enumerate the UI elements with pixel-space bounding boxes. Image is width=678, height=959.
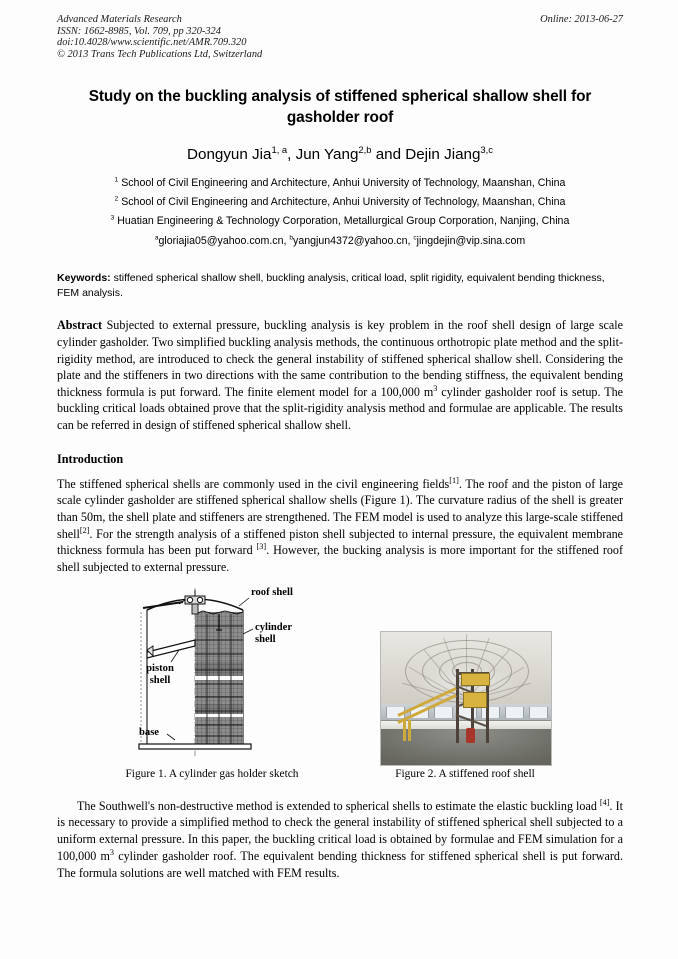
intro-p1-a: The stiffened spherical shells are commonly used in the civil engineering fields — [57, 476, 450, 491]
figure-1-label-cylinder-shell — [255, 622, 292, 647]
photo-window — [529, 707, 548, 718]
affiliation-1 — [57, 174, 623, 193]
introduction-paragraph-2 — [57, 798, 623, 882]
figure-2-caption: Figure 2. A stiffened roof shell — [395, 767, 535, 780]
figures-row — [57, 584, 623, 789]
citation-ref-3[interactable]: [3] — [256, 542, 267, 552]
affiliation-sup-1: 1 — [114, 176, 119, 184]
affiliation-sup-3: 3 — [110, 214, 115, 222]
figure-1-label-cylinder-line1: cylinder — [255, 621, 293, 633]
page-content — [57, 14, 623, 881]
photo-scaffold-yellow-panel — [461, 673, 490, 686]
journal-header — [57, 14, 623, 76]
figure-1-label-roof-shell: roof shell — [251, 586, 293, 598]
figure-1-base-plate — [139, 744, 251, 749]
journal-issn: ISSN: 1662-8985, Vol. 709, pp 320-324 — [57, 25, 221, 37]
figure-1-label-piston-line1: piston — [146, 662, 174, 674]
abstract-block — [57, 317, 623, 433]
journal-name: Advanced Materials Research — [57, 14, 182, 25]
abstract-text-part2: cylinder gasholder roof is setup. The buckling critical loads obtained prove that the split-rigidity analysis method and formulae are applicable. The results can be referred in design of stiffened spherical shallow shell. — [57, 384, 623, 432]
figure-1-leader-roof — [239, 598, 249, 606]
author-sup-1: 1, a — [271, 143, 288, 155]
photo-window — [434, 707, 453, 718]
intro-p2-b: . It is necessary to provide a simplified method to check the general instability of stiffened spherical shell subjected to a uniform external pressure. In this paper, the buckling critical load is obtained by formulae and FEM simulation for a 100,000 m — [57, 798, 623, 863]
figure-1-label-cylinder-line2: shell — [255, 634, 276, 646]
email-c[interactable]: jingdejin@vip.sina.com — [416, 235, 526, 247]
introduction-paragraph-1 — [57, 476, 623, 576]
author-name-1: Dongyun Jia — [187, 146, 272, 163]
figure-1-top-apparatus — [143, 590, 205, 614]
online-date: Online: 2013-06-27 — [540, 14, 623, 25]
journal-header-left — [57, 14, 457, 60]
email-a[interactable]: gloriajia05@yahoo.com.cn, — [158, 235, 287, 247]
intro-p1-d: . However, the bucking analysis is more important for the stiffened roof shell subjected to external pressure. — [57, 543, 623, 575]
photo-window — [505, 707, 524, 718]
figure-1-piston-plate — [147, 640, 195, 658]
intro-p2-c: cylinder gasholder roof. The equivalent bending thickness for stiffened spherical shell is put forward. The formula solutions are well matched with FEM results. — [57, 848, 623, 880]
keywords-label: Keywords: — [57, 272, 111, 284]
email-list — [57, 232, 623, 251]
photo-red-cylinder — [466, 728, 475, 744]
section-heading-introduction: Introduction — [57, 451, 124, 466]
photo-ladder-post — [403, 720, 406, 741]
author-list — [57, 145, 623, 165]
photo-window — [481, 707, 500, 718]
figure-1-cylinder-gas-holder-sketch — [113, 584, 313, 766]
affiliation-text-1: School of Civil Engineering and Architecture, Anhui University of Technology, Maanshan, China — [121, 177, 566, 189]
affiliation-text-2: School of Civil Engineering and Architecture, Anhui University of Technology, Maanshan, China — [121, 196, 566, 208]
keywords-text: stiffened spherical shallow shell, buckling analysis, critical load, split rigidity, equivalent bending thickness, FEM analysis. — [57, 272, 605, 300]
abstract-label: Abstract — [57, 318, 103, 333]
figure-1-leader-base — [167, 734, 175, 740]
author-sup-3: 3,c — [480, 143, 493, 155]
email-sup-c: c — [413, 234, 417, 242]
intro-p1-b: . The roof and the piston of large scale cylinder gasholder are stiffened spherical shallow shells (Figure 1). The curvature radius of the shell is greater than 50m, the shell plate and stiffeners are strengthened. The FEM model is used to analyze this large-scale stiffened shell — [57, 476, 624, 541]
photo-scaffold-yellow-panel — [463, 692, 487, 709]
affiliation-text-3: Huatian Engineering & Technology Corporation, Metallurgical Group Corporation, Nanjing, China — [117, 215, 570, 227]
page-title: Study on the buckling analysis of stiffened spherical shallow shell for gasholder roof — [88, 88, 592, 126]
figure-1-label-base: base — [139, 726, 160, 738]
intro-cubic-unit: 3 — [109, 847, 115, 857]
intro-p2-a: The Southwell's non-destructive method is extended to spherical shells to estimate the elastic buckling load — [77, 798, 600, 813]
journal-copyright: © 2013 Trans Tech Publications Ltd, Switzerland — [57, 48, 263, 60]
email-sup-a: a — [154, 234, 159, 242]
citation-ref-2[interactable]: [2] — [79, 525, 90, 535]
author-separator-2: and — [371, 146, 406, 163]
figure-2-stiffened-roof-shell-photo — [380, 631, 552, 766]
figure-1-label-piston-line2: shell — [149, 675, 171, 687]
abstract-cubic-unit: 3 — [433, 383, 438, 393]
affiliation-list — [57, 174, 623, 251]
affiliation-2 — [57, 193, 623, 212]
affiliation-3 — [57, 212, 623, 231]
intro-p1-c: . For the strength analysis of a stiffened piston shell subjected to internal pressure, the equivalent membrane thickness formula has been put forward — [57, 526, 623, 558]
citation-ref-1[interactable]: [1] — [449, 475, 459, 485]
email-sup-b: b — [289, 234, 294, 242]
author-separator-1: , — [287, 146, 296, 163]
keywords-block — [57, 271, 623, 301]
figure-1-caption: Figure 1. A cylinder gas holder sketch — [125, 767, 299, 780]
author-name-3: Dejin Jiang — [405, 146, 481, 163]
abstract-text-part1: Subjected to external pressure, buckling analysis is key problem in the roof shell design of large scale cylinder gasholder. Two simplified buckling analysis methods, the continuous orthotropic plate method and the split-rigidity method, are introduced to check the general instability of stiffened spherical shallow shell. Considering the plate and the stiffeners in two directions with the same contribution to the bending stiffness, the equivalent bending thickness formula is put forward. The finite element model for a 100,000 m — [57, 318, 623, 399]
email-b[interactable]: yangjun4372@yahoo.cn, — [293, 235, 411, 247]
photo-ladder-post — [408, 720, 411, 741]
figure-1-label-piston-shell — [137, 663, 183, 688]
author-sup-2: 2,b — [358, 143, 372, 155]
figure-1-leader-cylinder — [243, 629, 253, 634]
author-name-2: Jun Yang — [295, 146, 359, 163]
affiliation-sup-2: 2 — [114, 195, 119, 203]
journal-doi: doi:10.4028/www.scientific.net/AMR.709.320 — [57, 37, 247, 49]
citation-ref-4[interactable]: [4] — [599, 797, 610, 807]
